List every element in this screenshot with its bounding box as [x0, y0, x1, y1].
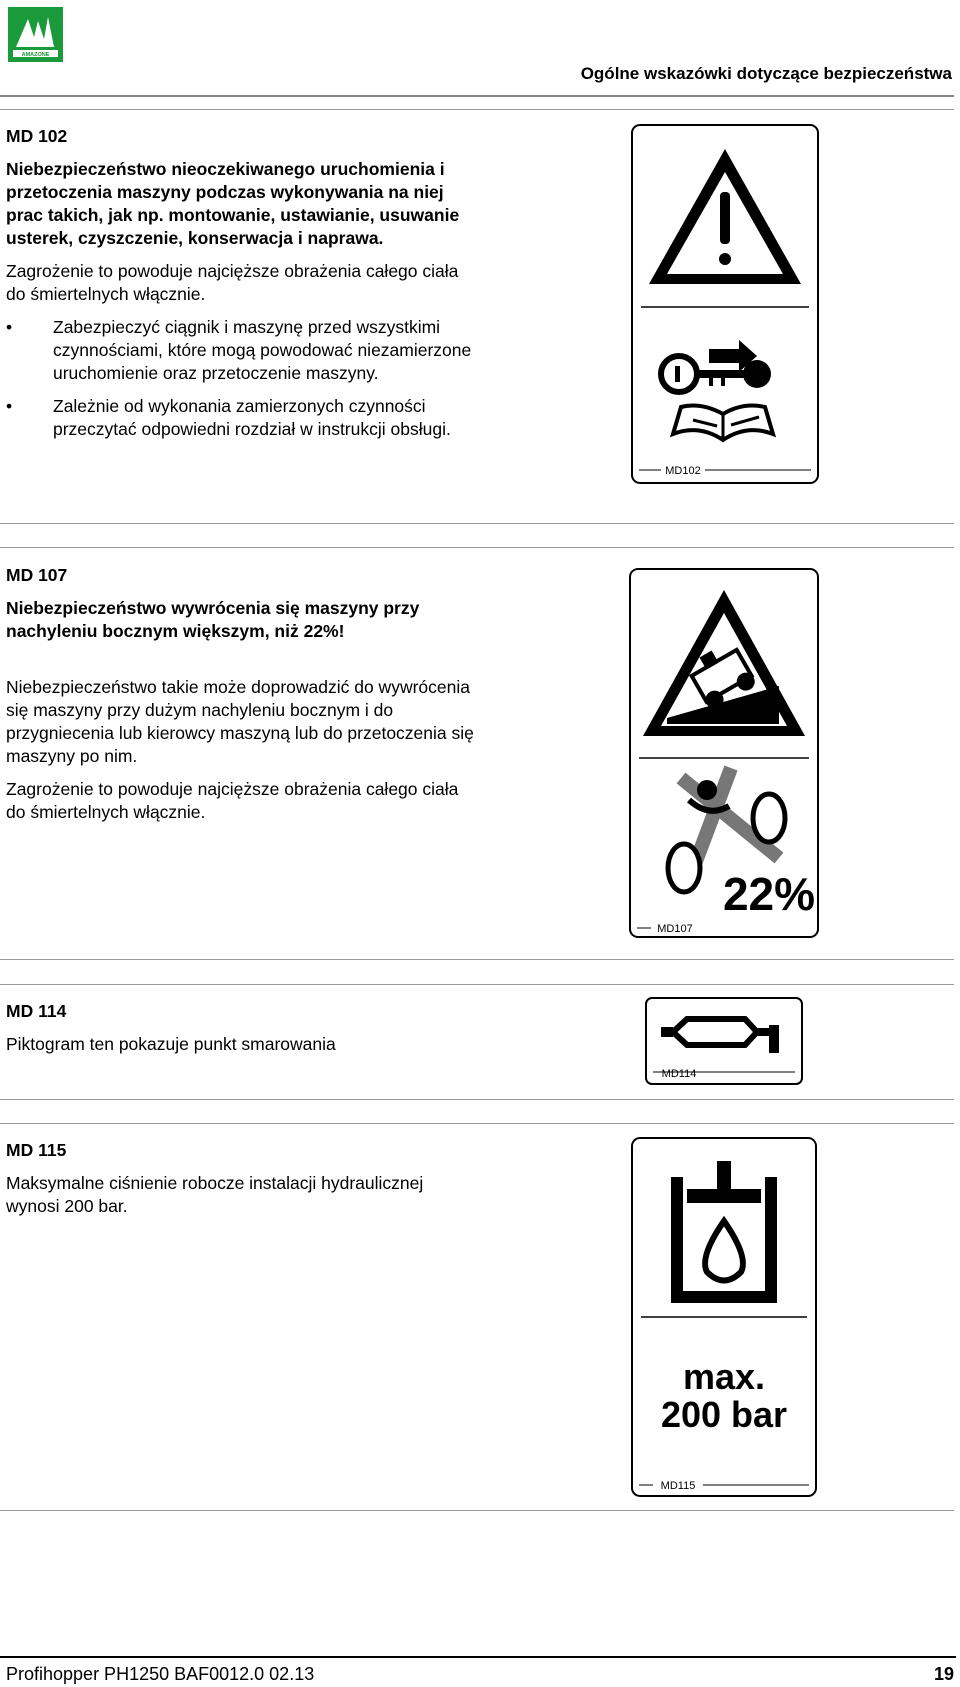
section-divider	[0, 959, 954, 960]
footer-document-info: Profihopper PH1250 BAF0012.0 02.13	[6, 1664, 315, 1684]
section-divider	[0, 547, 954, 548]
list-item: • Zależnie od wykonania zamierzonych czynności przeczytać odpowiedni rozdział w instrukcji obsługi.	[6, 395, 476, 441]
section-code: MD 102	[6, 126, 68, 146]
section-paragraph: Niebezpieczeństwo takie może doprowadzić do wywrócenia się maszyny przy dużym nachyleniu bocznym i do przygniecenia lub kierowcy maszyną lub do przetoczenia się maszyny po nim.	[6, 677, 474, 766]
slope-percent: 22%	[722, 868, 816, 920]
header-divider-2	[0, 109, 954, 110]
section-md114	[6, 1000, 476, 1066]
section-code: MD 107	[6, 565, 68, 585]
section-paragraph: Piktogram ten pokazuje punkt smarowania	[6, 1034, 336, 1054]
pictogram-md114	[645, 997, 803, 1085]
section-code: MD 115	[6, 1140, 67, 1160]
section-md115	[6, 1139, 476, 1228]
section-divider	[0, 984, 954, 985]
header-divider	[0, 95, 954, 97]
pictogram-label: MD107	[657, 923, 693, 935]
pictogram-label: MD114	[661, 1068, 697, 1080]
pictogram-label: MD115	[660, 1480, 696, 1492]
instruction-list	[6, 316, 476, 441]
footer-divider	[0, 1656, 956, 1658]
pictogram-label: MD102	[665, 465, 701, 477]
page-number: 19	[933, 1664, 954, 1684]
max-pressure-line2: 200 bar	[660, 1394, 788, 1435]
section-paragraph: Maksymalne ciśnienie robocze instalacji hydraulicznej wynosi 200 bar.	[6, 1173, 424, 1216]
section-paragraph: Zagrożenie to powoduje najcięższe obrażenia całego ciała do śmiertelnych włącznie.	[6, 261, 459, 304]
section-code: MD 114	[6, 1001, 67, 1021]
section-paragraph: Zagrożenie to powoduje najcięższe obrażenia całego ciała do śmiertelnych włącznie.	[6, 779, 459, 822]
section-md107	[6, 564, 476, 834]
pictogram-md102	[631, 124, 819, 484]
section-headline: Niebezpieczeństwo nieoczekiwanego uruchomienia i przetoczenia maszyny podczas wykonywania na niej prac takich, jak np. montowanie, ustawianie, usuwanie usterek, czyszczenie, konserwacja i naprawa.	[6, 159, 460, 248]
amazone-logo	[8, 7, 63, 62]
pictogram-md107	[629, 568, 819, 938]
section-divider	[0, 523, 954, 524]
section-divider	[0, 1123, 954, 1124]
pictogram-md115	[631, 1137, 817, 1497]
section-md102	[6, 125, 476, 451]
section-headline: Niebezpieczeństwo wywrócenia się maszyny przy nachyleniu bocznym większym, niż 22%!	[6, 598, 420, 641]
page-header-title: Ogólne wskazówki dotyczące bezpieczeństwa	[580, 64, 952, 83]
section-divider	[0, 1099, 954, 1100]
svg-text:AMAZONE: AMAZONE	[21, 52, 50, 58]
max-pressure-line1: max.	[682, 1356, 766, 1397]
section-divider	[0, 1510, 954, 1511]
list-item: • Zabezpieczyć ciągnik i maszynę przed wszystkimi czynnościami, które mogą powodować niezamierzone uruchomienie oraz przetoczenie maszyny.	[6, 316, 476, 385]
